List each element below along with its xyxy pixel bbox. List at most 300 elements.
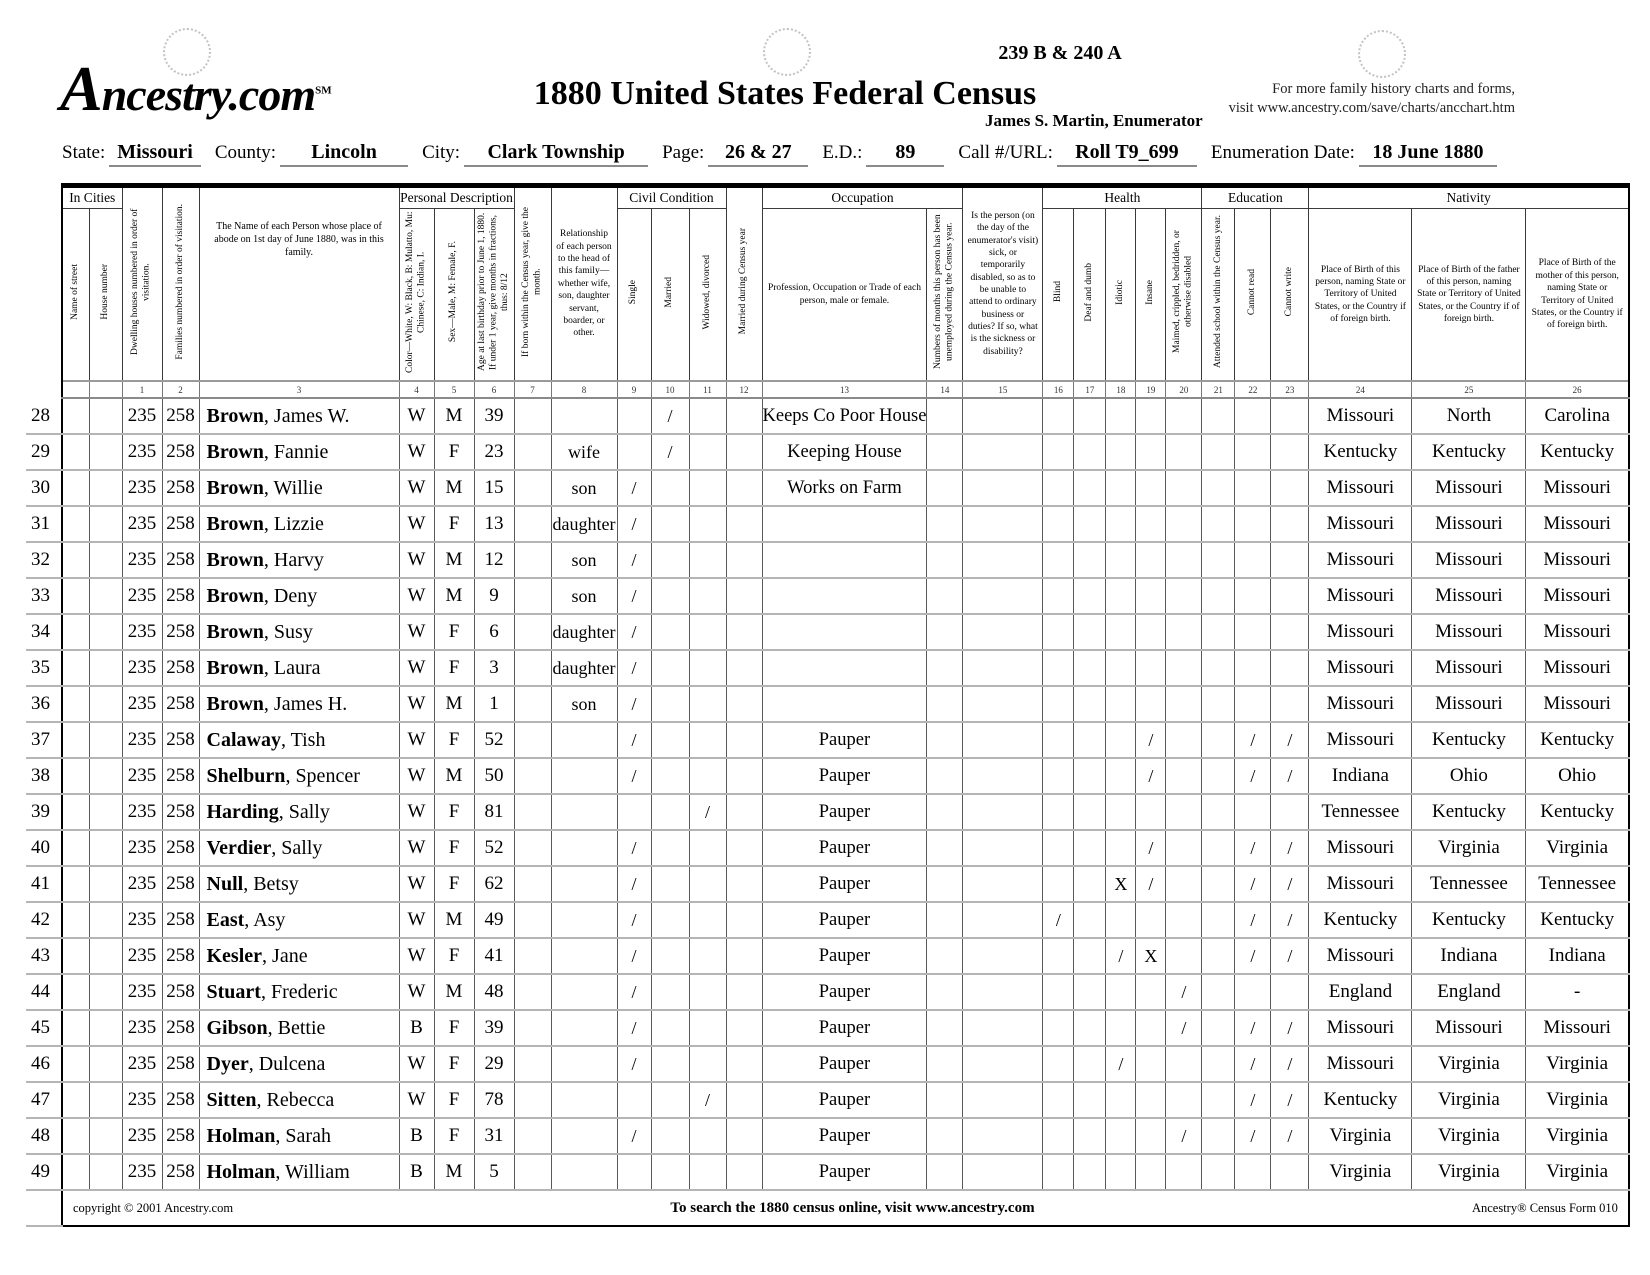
cell-house (89, 1010, 122, 1046)
cell-dwelling: 235 (122, 686, 162, 722)
column-header-widowed: Widowed, divorced (689, 209, 726, 382)
cell-dwelling: 235 (122, 1010, 162, 1046)
row-number: 32 (26, 542, 62, 578)
census-table-wrap (26, 183, 1630, 1227)
cell-pob: Virginia (1309, 1154, 1412, 1190)
cell-street (62, 866, 89, 902)
column-number: 3 (199, 381, 399, 398)
cell-maimed (1166, 1082, 1202, 1118)
cell-name: Stuart, Frederic (199, 974, 399, 1010)
cell-pob: Missouri (1309, 542, 1412, 578)
cell-read: / (1235, 1082, 1271, 1118)
cell-idiotic (1106, 758, 1136, 794)
cell-pobf: North (1412, 398, 1526, 434)
column-header-insane: Insane (1136, 209, 1166, 382)
cell-idiotic (1106, 902, 1136, 938)
cell-name: Sitten, Rebecca (199, 1082, 399, 1118)
cell-sex: M (434, 974, 474, 1010)
group-nativity: Nativity (1309, 186, 1629, 209)
cell-rel (551, 830, 617, 866)
cell-school (1202, 1118, 1235, 1154)
cell-house (89, 722, 122, 758)
table-row (26, 974, 1629, 1010)
cell-married (651, 830, 689, 866)
cell-occ: Pauper (762, 974, 927, 1010)
cell-single: / (617, 506, 651, 542)
cell-dwelling: 235 (122, 614, 162, 650)
cell-age: 49 (474, 902, 514, 938)
cell-unemp (927, 506, 963, 542)
cell-read (1235, 434, 1271, 470)
cell-unemp (927, 542, 963, 578)
cell-age: 13 (474, 506, 514, 542)
table-row (26, 1082, 1629, 1118)
cell-deaf (1074, 686, 1106, 722)
table-row (26, 434, 1629, 470)
cell-sex: M (434, 470, 474, 506)
cell-write: / (1271, 1010, 1309, 1046)
cell-color: W (399, 434, 434, 470)
cell-house (89, 1118, 122, 1154)
cell-pob: Missouri (1309, 470, 1412, 506)
cell-sex: F (434, 506, 474, 542)
logo-text: ncestry.com (101, 69, 316, 120)
cell-sex: F (434, 1010, 474, 1046)
cell-pobf: Missouri (1412, 650, 1526, 686)
cell-sex: F (434, 650, 474, 686)
cell-unemp (927, 902, 963, 938)
cell-deaf (1074, 542, 1106, 578)
call-number-value: Roll T9_699 (1057, 141, 1197, 167)
cell-born (514, 650, 551, 686)
row-number: 43 (26, 938, 62, 974)
cell-idiotic: X (1106, 866, 1136, 902)
cell-born (514, 758, 551, 794)
column-header-street: Name of street (62, 209, 89, 382)
cell-sex: M (434, 758, 474, 794)
cell-married (651, 902, 689, 938)
cell-school (1202, 614, 1235, 650)
cell-name: Brown, James H. (199, 686, 399, 722)
cell-single: / (617, 686, 651, 722)
cell-name: Dyer, Dulcena (199, 1046, 399, 1082)
cell-occ: Pauper (762, 794, 927, 830)
cell-idiotic (1106, 1118, 1136, 1154)
cell-sick (963, 614, 1043, 650)
column-number: 8 (551, 381, 617, 398)
cell-pob: Missouri (1309, 686, 1412, 722)
cell-color: W (399, 758, 434, 794)
cell-occ: Pauper (762, 1118, 927, 1154)
cell-school (1202, 938, 1235, 974)
cell-name: Null, Betsy (199, 866, 399, 902)
cell-born (514, 542, 551, 578)
cell-house (89, 434, 122, 470)
cell-pobm: Missouri (1526, 650, 1629, 686)
cell-widowed (689, 542, 726, 578)
cell-born (514, 830, 551, 866)
cell-insane (1136, 434, 1166, 470)
state-label: State: (62, 142, 106, 163)
cell-name: Brown, Susy (199, 614, 399, 650)
cell-house (89, 1082, 122, 1118)
cell-house (89, 506, 122, 542)
cell-widowed (689, 1118, 726, 1154)
cell-maimed (1166, 938, 1202, 974)
row-number: 45 (26, 1010, 62, 1046)
footer-search-note: To search the 1880 census online, visit www.ancestry.com (670, 1199, 1035, 1216)
cell-write (1271, 650, 1309, 686)
cell-widowed (689, 434, 726, 470)
column-number: 1 (122, 381, 162, 398)
column-number: 10 (651, 381, 689, 398)
cell-pobf: Tennessee (1412, 866, 1526, 902)
cell-insane: / (1136, 866, 1166, 902)
cell-street (62, 578, 89, 614)
cell-sick (963, 1046, 1043, 1082)
cell-age: 48 (474, 974, 514, 1010)
cell-widowed: / (689, 794, 726, 830)
cell-sick (963, 902, 1043, 938)
cell-read (1235, 398, 1271, 434)
table-row (26, 866, 1629, 902)
cell-rel (551, 902, 617, 938)
cell-widowed (689, 758, 726, 794)
cell-mcy (726, 722, 762, 758)
state-value: Missouri (109, 141, 201, 167)
cell-color: W (399, 398, 434, 434)
cell-mcy (726, 938, 762, 974)
group-occupation: Occupation (762, 186, 963, 209)
row-number: 44 (26, 974, 62, 1010)
cell-sick (963, 830, 1043, 866)
cell-dwelling: 235 (122, 1082, 162, 1118)
cell-street (62, 722, 89, 758)
column-header-school: Attended school within the Census year. (1202, 209, 1235, 382)
cell-color: W (399, 938, 434, 974)
table-row (26, 758, 1629, 794)
cell-born (514, 1082, 551, 1118)
cell-pobm: Kentucky (1526, 722, 1629, 758)
column-header-blind: Blind (1043, 209, 1074, 382)
cell-occ (762, 686, 927, 722)
column-header-maimed: Maimed, crippled, bedridden, or otherwise disabled (1166, 209, 1202, 382)
cell-school (1202, 506, 1235, 542)
column-number: 26 (1526, 381, 1629, 398)
cell-deaf (1074, 902, 1106, 938)
footer-form-number: Ancestry® Census Form 010 (1471, 1200, 1618, 1215)
cell-dwelling: 235 (122, 866, 162, 902)
cell-name: Verdier, Sally (199, 830, 399, 866)
cell-insane: / (1136, 830, 1166, 866)
cell-mcy (726, 794, 762, 830)
cell-sex: M (434, 902, 474, 938)
cell-sick (963, 794, 1043, 830)
cell-unemp (927, 830, 963, 866)
cell-pobf: Ohio (1412, 758, 1526, 794)
cell-single: / (617, 470, 651, 506)
logo-trademark: SM (315, 84, 332, 97)
cell-born (514, 794, 551, 830)
cell-rel: son (551, 470, 617, 506)
promo-note (1229, 80, 1515, 118)
cell-color: W (399, 614, 434, 650)
cell-blind (1043, 830, 1074, 866)
cell-school (1202, 686, 1235, 722)
cell-blind (1043, 542, 1074, 578)
cell-blind (1043, 650, 1074, 686)
cell-maimed: / (1166, 1010, 1202, 1046)
cell-pob: England (1309, 974, 1412, 1010)
cell-maimed: / (1166, 1118, 1202, 1154)
cell-write: / (1271, 758, 1309, 794)
cell-unemp (927, 398, 963, 434)
cell-single: / (617, 1046, 651, 1082)
cell-insane (1136, 1118, 1166, 1154)
ancestry-logo (60, 53, 332, 124)
cell-single (617, 434, 651, 470)
cell-rel (551, 722, 617, 758)
cell-pob: Kentucky (1309, 434, 1412, 470)
cell-dwelling: 235 (122, 542, 162, 578)
cell-married (651, 1118, 689, 1154)
cell-sex: F (434, 866, 474, 902)
cell-name: East, Asy (199, 902, 399, 938)
cell-mcy (726, 866, 762, 902)
cell-read (1235, 470, 1271, 506)
table-row (26, 398, 1629, 434)
cell-pobm: Kentucky (1526, 794, 1629, 830)
cell-age: 31 (474, 1118, 514, 1154)
cell-mcy (726, 830, 762, 866)
cell-dwelling: 235 (122, 578, 162, 614)
cell-age: 78 (474, 1082, 514, 1118)
cell-born (514, 866, 551, 902)
cell-school (1202, 542, 1235, 578)
cell-widowed (689, 974, 726, 1010)
cell-deaf (1074, 974, 1106, 1010)
cell-maimed (1166, 542, 1202, 578)
cell-maimed (1166, 506, 1202, 542)
cell-pob: Kentucky (1309, 1082, 1412, 1118)
cell-rel (551, 398, 617, 434)
cell-street (62, 506, 89, 542)
cell-sex: F (434, 794, 474, 830)
cell-house (89, 686, 122, 722)
column-header-pobf: Place of Birth of the father of this person, naming State or Territory of United States, or the Country if of foreign birth. (1412, 209, 1526, 382)
cell-widowed: / (689, 1082, 726, 1118)
cell-sex: F (434, 830, 474, 866)
cell-color: W (399, 722, 434, 758)
cell-age: 50 (474, 758, 514, 794)
punch-hole-icon (763, 28, 811, 76)
cell-family: 258 (162, 974, 199, 1010)
cell-maimed (1166, 758, 1202, 794)
cell-age: 62 (474, 866, 514, 902)
cell-widowed (689, 686, 726, 722)
cell-dwelling: 235 (122, 902, 162, 938)
cell-mcy (726, 1046, 762, 1082)
cell-blind (1043, 434, 1074, 470)
row-number: 29 (26, 434, 62, 470)
cell-born (514, 902, 551, 938)
cell-insane (1136, 506, 1166, 542)
cell-idiotic (1106, 434, 1136, 470)
cell-street (62, 398, 89, 434)
cell-pobm: Virginia (1526, 830, 1629, 866)
cell-family: 258 (162, 542, 199, 578)
cell-sex: M (434, 578, 474, 614)
cell-born (514, 974, 551, 1010)
cell-married (651, 1010, 689, 1046)
cell-maimed (1166, 470, 1202, 506)
cell-house (89, 398, 122, 434)
cell-unemp (927, 686, 963, 722)
cell-unemp (927, 938, 963, 974)
cell-age: 3 (474, 650, 514, 686)
cell-house (89, 1046, 122, 1082)
column-header-age: Age at last birthday prior to June 1, 1880. If under 1 year, give months in fractions, thus: 8/12 (474, 209, 514, 382)
cell-married (651, 1082, 689, 1118)
cell-insane: X (1136, 938, 1166, 974)
cell-married (651, 1046, 689, 1082)
row-number: 41 (26, 866, 62, 902)
cell-occ: Pauper (762, 1046, 927, 1082)
cell-idiotic (1106, 722, 1136, 758)
cell-blind (1043, 1010, 1074, 1046)
row-number-gutter (26, 186, 62, 399)
cell-sex: F (434, 938, 474, 974)
cell-family: 258 (162, 830, 199, 866)
cell-color: B (399, 1154, 434, 1190)
cell-family: 258 (162, 578, 199, 614)
cell-unemp (927, 866, 963, 902)
cell-dwelling: 235 (122, 722, 162, 758)
cell-sex: F (434, 1118, 474, 1154)
row-number: 35 (26, 650, 62, 686)
cell-idiotic (1106, 1010, 1136, 1046)
column-header-rel: Relationship of each person to the head of this family— whether wife, son, daughter servant, boarder, or other. (551, 186, 617, 382)
cell-occ (762, 578, 927, 614)
cell-rel (551, 974, 617, 1010)
cell-rel (551, 1154, 617, 1190)
cell-insane (1136, 614, 1166, 650)
cell-rel: son (551, 542, 617, 578)
cell-read (1235, 794, 1271, 830)
cell-widowed (689, 614, 726, 650)
cell-rel (551, 1118, 617, 1154)
cell-family: 258 (162, 506, 199, 542)
cell-sick (963, 722, 1043, 758)
promo-line-2: visit www.ancestry.com/save/charts/ancchart.htm (1228, 100, 1515, 117)
cell-widowed (689, 1154, 726, 1190)
cell-pobm: Tennessee (1526, 866, 1629, 902)
cell-name: Kesler, Jane (199, 938, 399, 974)
cell-pob: Indiana (1309, 758, 1412, 794)
cell-color: W (399, 650, 434, 686)
cell-sex: M (434, 542, 474, 578)
column-number: 24 (1309, 381, 1412, 398)
promo-line-1: For more family history charts and forms, (1272, 81, 1515, 97)
cell-name: Brown, Harvy (199, 542, 399, 578)
cell-idiotic (1106, 974, 1136, 1010)
cell-deaf (1074, 1118, 1106, 1154)
table-row (26, 902, 1629, 938)
cell-family: 258 (162, 794, 199, 830)
row-number: 38 (26, 758, 62, 794)
cell-insane (1136, 650, 1166, 686)
cell-married (651, 578, 689, 614)
enumeration-date-label: Enumeration Date: (1210, 142, 1355, 163)
cell-read: / (1235, 1046, 1271, 1082)
cell-pob: Missouri (1309, 938, 1412, 974)
cell-pobf: Missouri (1412, 542, 1526, 578)
table-row (26, 650, 1629, 686)
cell-pobm: Missouri (1526, 578, 1629, 614)
enumeration-date-value: 18 June 1880 (1359, 141, 1497, 167)
cell-rel: daughter (551, 506, 617, 542)
cell-pobm: Virginia (1526, 1154, 1629, 1190)
cell-deaf (1074, 830, 1106, 866)
census-table (26, 183, 1630, 1227)
cell-rel (551, 938, 617, 974)
cell-write: / (1271, 830, 1309, 866)
cell-dwelling: 235 (122, 1154, 162, 1190)
cell-write: / (1271, 1082, 1309, 1118)
cell-deaf (1074, 938, 1106, 974)
cell-sick (963, 398, 1043, 434)
cell-maimed (1166, 578, 1202, 614)
cell-dwelling: 235 (122, 758, 162, 794)
group-education: Education (1202, 186, 1309, 209)
cell-occ: Pauper (762, 902, 927, 938)
cell-married: / (651, 398, 689, 434)
cell-write: / (1271, 902, 1309, 938)
cell-mcy (726, 470, 762, 506)
column-header-name: The Name of each Person whose place of abode on 1st day of June 1880, was in this family. (199, 186, 399, 382)
cell-idiotic (1106, 506, 1136, 542)
cell-street (62, 470, 89, 506)
cell-insane (1136, 974, 1166, 1010)
cell-single: / (617, 938, 651, 974)
cell-family: 258 (162, 1154, 199, 1190)
cell-sick (963, 1010, 1043, 1046)
cell-school (1202, 758, 1235, 794)
cell-widowed (689, 1046, 726, 1082)
cell-pobm: Virginia (1526, 1118, 1629, 1154)
cell-family: 258 (162, 902, 199, 938)
cell-rel (551, 758, 617, 794)
cell-unemp (927, 794, 963, 830)
column-number: 16 (1043, 381, 1074, 398)
cell-sex: F (434, 614, 474, 650)
column-header-dwelling: Dwelling houses numbered in order of visitation. (122, 186, 162, 382)
cell-pobf: England (1412, 974, 1526, 1010)
cell-deaf (1074, 866, 1106, 902)
cell-pob: Missouri (1309, 722, 1412, 758)
column-header-pob: Place of Birth of this person, naming State or Territory of United States, or the Country if of foreign birth. (1309, 209, 1412, 382)
cell-mcy (726, 1010, 762, 1046)
cell-dwelling: 235 (122, 1118, 162, 1154)
cell-house (89, 578, 122, 614)
cell-school (1202, 470, 1235, 506)
cell-street (62, 1154, 89, 1190)
cell-read (1235, 542, 1271, 578)
cell-rel (551, 1010, 617, 1046)
cell-idiotic (1106, 1082, 1136, 1118)
cell-single: / (617, 1118, 651, 1154)
column-number: 6 (474, 381, 514, 398)
